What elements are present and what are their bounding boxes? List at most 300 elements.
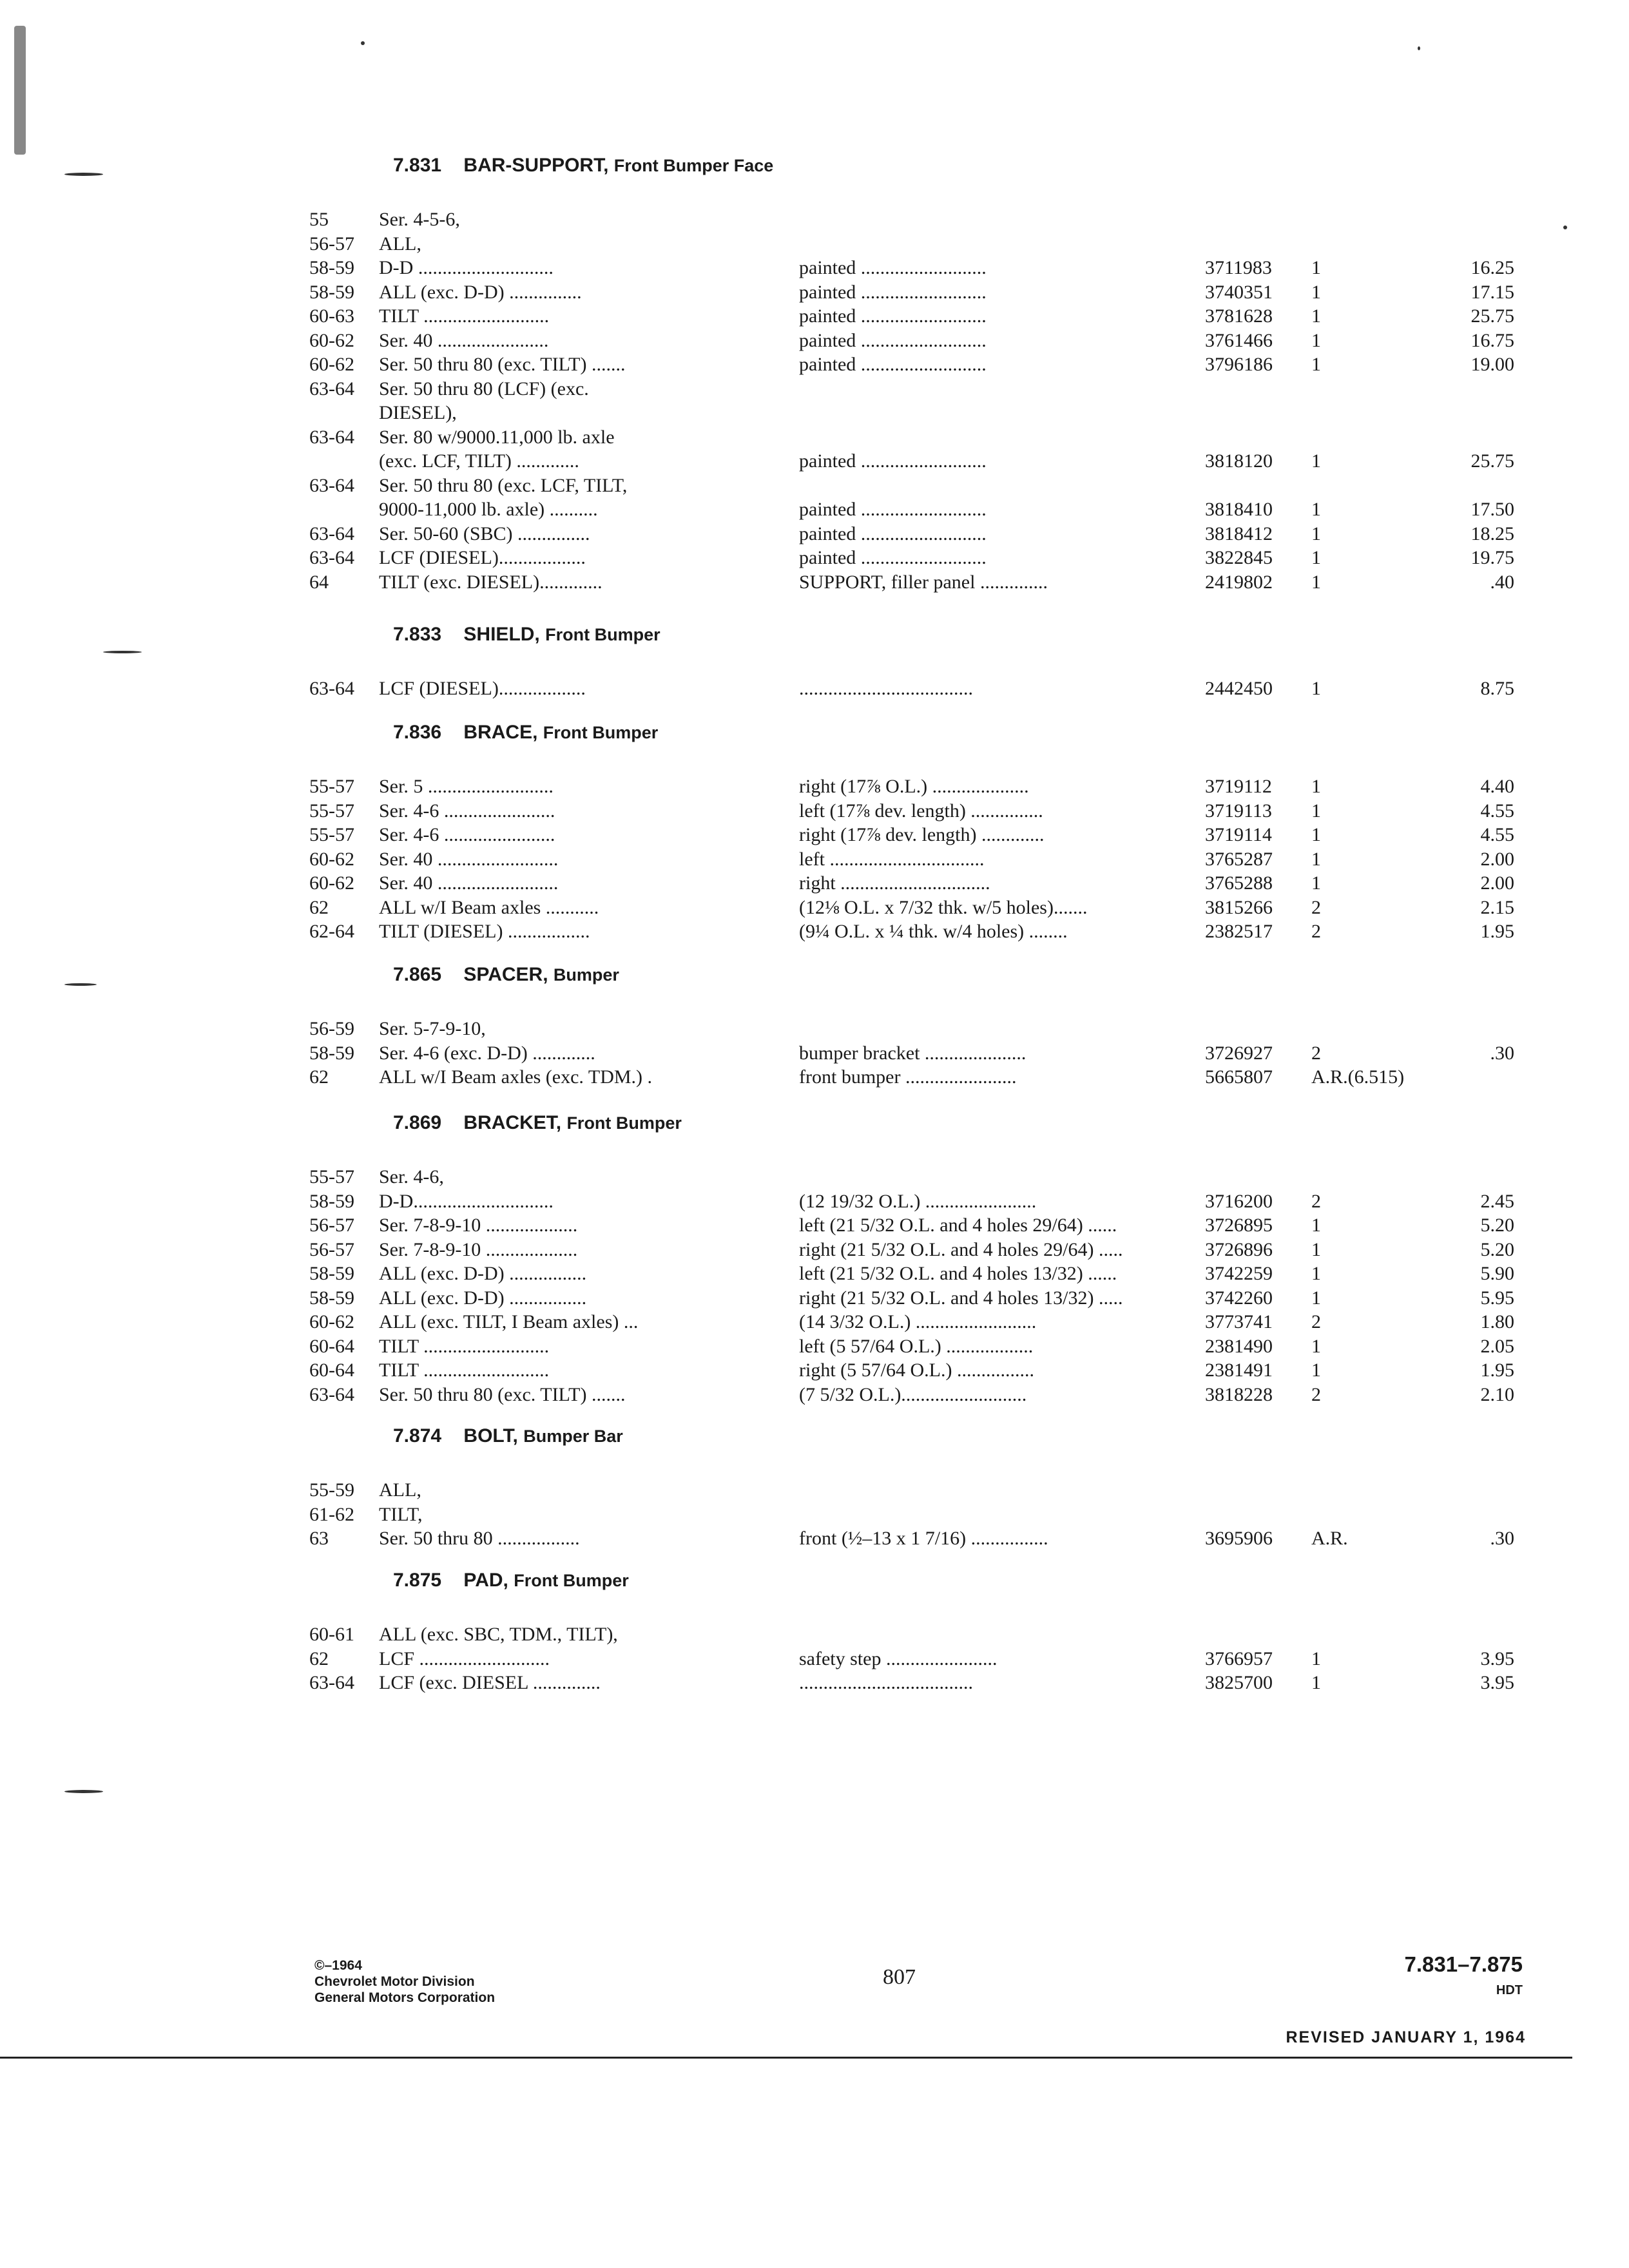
years-cell: 62-64 — [309, 921, 354, 942]
application-cell: ALL (exc. SBC, TDM., TILT), — [379, 1624, 618, 1645]
description-cell: left (5 57/64 O.L.) .................. — [799, 1335, 1034, 1357]
years-cell: 60-62 — [309, 872, 354, 894]
table-row — [296, 1648, 1521, 1673]
description-cell: right (21 5/32 O.L. and 4 holes 29/64) ..... — [799, 1238, 1123, 1260]
section-heading — [393, 1425, 623, 1447]
application-cell: Ser. 80 w/9000.11,000 lb. axle — [379, 426, 615, 448]
section-heading — [393, 624, 660, 646]
table-row — [296, 1066, 1521, 1091]
page-number: 807 — [883, 1965, 916, 1989]
table-row — [296, 1384, 1521, 1408]
quantity-cell: A.R.(6.515) — [1311, 1066, 1405, 1088]
application-cell: Ser. 40 ....................... — [379, 329, 549, 351]
description-cell: painted .......................... — [799, 281, 987, 303]
part-number-cell: 3740351 — [1205, 281, 1273, 303]
application-cell: TILT (exc. DIESEL)............. — [379, 571, 602, 593]
price-cell: 16.25 — [1470, 257, 1514, 278]
parts-table — [296, 209, 1521, 595]
application-cell: Ser. 4-6, — [379, 1166, 444, 1187]
application-cell: ALL w/I Beam axles (exc. TDM.) . — [379, 1066, 653, 1088]
part-number-cell: 3825700 — [1205, 1672, 1273, 1693]
table-row — [296, 849, 1521, 873]
parts-table — [296, 1624, 1521, 1696]
price-cell: 2.15 — [1480, 896, 1514, 918]
footer-rule — [0, 2057, 1572, 2059]
years-cell: 63 — [309, 1528, 329, 1549]
quantity-cell: 1 — [1311, 499, 1321, 520]
price-cell: 4.40 — [1480, 776, 1514, 797]
years-cell: 56-57 — [309, 1215, 354, 1236]
part-number-cell: 3765287 — [1205, 848, 1273, 870]
table-row — [296, 872, 1521, 897]
quantity-cell: 1 — [1311, 354, 1321, 375]
description-cell: bumper bracket ..................... — [799, 1042, 1027, 1064]
table-row — [296, 233, 1521, 258]
description-cell: SUPPORT, filler panel .............. — [799, 571, 1048, 593]
table-row — [296, 1311, 1521, 1336]
price-cell: 5.90 — [1480, 1263, 1514, 1284]
price-cell: 3.95 — [1480, 1648, 1514, 1669]
table-row — [296, 257, 1521, 282]
part-number-cell: 2381491 — [1205, 1360, 1273, 1381]
application-cell: Ser. 40 ......................... — [379, 848, 559, 870]
price-cell: .30 — [1490, 1528, 1514, 1549]
description-cell: (12 19/32 O.L.) ....................... — [799, 1190, 1037, 1212]
price-cell: .30 — [1490, 1042, 1514, 1064]
part-number-cell: 3726895 — [1205, 1215, 1273, 1236]
section-number: 7.875 — [393, 1570, 442, 1591]
price-cell: 16.75 — [1470, 329, 1514, 351]
description-cell: left ................................ — [799, 848, 985, 870]
description-cell: (7 5/32 O.L.).......................... — [799, 1383, 1027, 1405]
section-range: 7.831–7.875 — [1404, 1952, 1523, 1976]
price-cell: 1.95 — [1480, 921, 1514, 942]
table-row — [296, 1479, 1521, 1504]
quantity-cell: 1 — [1311, 257, 1321, 278]
price-cell: 4.55 — [1480, 800, 1514, 822]
section-subtitle: Front Bumper — [545, 625, 660, 644]
description-cell: front (½–13 x 1 7/16) ................ — [799, 1528, 1048, 1549]
part-number-cell: 3726896 — [1205, 1238, 1273, 1260]
application-cell: Ser. 4-6 ....................... — [379, 824, 555, 845]
section-subtitle: Bumper Bar — [523, 1427, 623, 1446]
years-cell: 55-57 — [309, 776, 354, 797]
section-title: BRACKET, — [463, 1112, 562, 1133]
application-cell: Ser. 7-8-9-10 ................... — [379, 1238, 578, 1260]
years-cell: 62 — [309, 1066, 329, 1088]
quantity-cell: 2 — [1311, 1042, 1321, 1064]
section-subtitle: Front Bumper — [566, 1113, 682, 1133]
application-cell: Ser. 7-8-9-10 ................... — [379, 1215, 578, 1236]
application-cell: Ser. 50-60 (SBC) ............... — [379, 523, 590, 544]
scan-speck — [64, 983, 97, 986]
part-number-cell: 3719112 — [1205, 776, 1272, 797]
application-cell: ALL, — [379, 233, 421, 255]
years-cell: 58-59 — [309, 1263, 354, 1284]
section-title: PAD, — [463, 1570, 508, 1591]
part-number-cell: 2382517 — [1205, 921, 1273, 942]
copyright-line: ©–1964 — [314, 1958, 362, 1973]
application-cell: Ser. 50 thru 80 (exc. TILT) ....... — [379, 354, 626, 375]
years-cell: 63-64 — [309, 547, 354, 568]
application-cell: TILT .......................... — [379, 1335, 550, 1357]
price-cell: 4.55 — [1480, 824, 1514, 845]
table-row — [296, 1336, 1521, 1360]
description-cell: left (21 5/32 O.L. and 4 holes 29/64) ...... — [799, 1215, 1117, 1236]
part-number-cell: 2442450 — [1205, 678, 1273, 699]
application-cell: TILT, — [379, 1503, 423, 1525]
part-number-cell: 3818410 — [1205, 499, 1273, 520]
description-cell: right (21 5/32 O.L. and 4 holes 13/32) ..... — [799, 1287, 1123, 1309]
quantity-cell: 1 — [1311, 1287, 1321, 1309]
application-cell: TILT (DIESEL) ................. — [379, 921, 590, 942]
price-cell: 17.15 — [1470, 281, 1514, 303]
years-cell: 56-59 — [309, 1018, 354, 1039]
price-cell: 18.25 — [1470, 523, 1514, 544]
parts-table — [296, 1166, 1521, 1408]
application-cell: Ser. 4-6 (exc. D-D) ............. — [379, 1042, 595, 1064]
scan-speck — [103, 651, 142, 653]
part-number-cell: 3726927 — [1205, 1042, 1273, 1064]
quantity-cell: 2 — [1311, 921, 1321, 942]
application-cell: Ser. 5 .......................... — [379, 776, 554, 797]
price-cell: 2.45 — [1480, 1190, 1514, 1212]
years-cell: 63-64 — [309, 523, 354, 544]
description-cell: painted .......................... — [799, 257, 987, 278]
years-cell: 63-64 — [309, 678, 354, 699]
section-number: 7.869 — [393, 1112, 442, 1133]
table-row — [296, 330, 1521, 354]
quantity-cell: 1 — [1311, 571, 1321, 593]
application-cell: TILT .......................... — [379, 1360, 550, 1381]
quantity-cell: 1 — [1311, 547, 1321, 568]
description-cell: painted .......................... — [799, 450, 987, 472]
years-cell: 58-59 — [309, 281, 354, 303]
quantity-cell: 1 — [1311, 1672, 1321, 1693]
application-cell: Ser. 4-6 ....................... — [379, 800, 555, 822]
application-cell: ALL, — [379, 1479, 421, 1501]
years-cell: 55-57 — [309, 824, 354, 845]
price-cell: 2.00 — [1480, 872, 1514, 894]
years-cell: 55 — [309, 209, 329, 230]
part-number-cell: 3711983 — [1205, 257, 1272, 278]
quantity-cell: 1 — [1311, 1360, 1321, 1381]
years-cell: 63-64 — [309, 1672, 354, 1693]
years-cell: 55-57 — [309, 800, 354, 822]
part-number-cell: 3742260 — [1205, 1287, 1273, 1309]
table-row — [296, 921, 1521, 945]
table-row — [296, 1263, 1521, 1287]
section-range-sub: HDT — [1496, 1983, 1523, 1997]
years-cell: 60-61 — [309, 1624, 354, 1645]
quantity-cell: 1 — [1311, 329, 1321, 351]
part-number-cell: 3742259 — [1205, 1263, 1273, 1284]
table-row — [296, 475, 1521, 499]
price-cell: 19.00 — [1470, 354, 1514, 375]
parts-table — [296, 1018, 1521, 1091]
quantity-cell: 1 — [1311, 1263, 1321, 1284]
part-number-cell: 3818412 — [1205, 523, 1273, 544]
table-row — [296, 354, 1521, 378]
table-row — [296, 1018, 1521, 1043]
section-title: SPACER, — [463, 964, 548, 985]
table-row — [296, 572, 1521, 596]
application-cell: ALL (exc. D-D) ................ — [379, 1287, 587, 1309]
application-cell: LCF ........................... — [379, 1648, 550, 1669]
table-row — [296, 897, 1521, 921]
table-row — [296, 678, 1521, 702]
scan-speck — [64, 173, 103, 176]
table-row — [296, 450, 1521, 475]
description-cell: .................................... — [799, 678, 973, 699]
years-cell: 60-62 — [309, 1311, 354, 1332]
description-cell: right (17⅞ dev. length) ............. — [799, 824, 1045, 845]
part-number-cell: 3761466 — [1205, 329, 1273, 351]
description-cell: right (5 57/64 O.L.) ................ — [799, 1360, 1034, 1381]
price-cell: 25.75 — [1470, 305, 1514, 327]
part-number-cell: 2381490 — [1205, 1335, 1273, 1357]
table-row — [296, 1166, 1521, 1191]
part-number-cell: 3773741 — [1205, 1311, 1273, 1332]
application-cell: TILT .......................... — [379, 305, 550, 327]
section-heading — [393, 964, 619, 986]
description-cell: painted .......................... — [799, 547, 987, 568]
application-cell: ALL w/I Beam axles ........... — [379, 896, 599, 918]
price-cell: 2.00 — [1480, 848, 1514, 870]
quantity-cell: 1 — [1311, 1215, 1321, 1236]
description-cell: painted .......................... — [799, 305, 987, 327]
section-number: 7.865 — [393, 964, 442, 985]
application-cell: Ser. 50 thru 80 (exc. TILT) ....... — [379, 1383, 626, 1405]
quantity-cell: 1 — [1311, 1335, 1321, 1357]
price-cell: .40 — [1490, 571, 1514, 593]
quantity-cell: 1 — [1311, 872, 1321, 894]
price-cell: 25.75 — [1470, 450, 1514, 472]
description-cell: painted .......................... — [799, 523, 987, 544]
scan-speck — [1563, 226, 1567, 229]
table-row — [296, 1239, 1521, 1264]
section-heading — [393, 722, 658, 744]
part-number-cell: 3781628 — [1205, 305, 1273, 327]
section-title: BOLT, — [463, 1425, 518, 1446]
parts-table — [296, 678, 1521, 702]
price-cell: 8.75 — [1480, 678, 1514, 699]
description-cell: right (17⅞ O.L.) .................... — [799, 776, 1029, 797]
application-cell: LCF (DIESEL).................. — [379, 547, 586, 568]
table-row — [296, 499, 1521, 523]
table-row — [296, 1624, 1521, 1648]
parts-table — [296, 1479, 1521, 1552]
years-cell: 60-62 — [309, 329, 354, 351]
quantity-cell: 1 — [1311, 800, 1321, 822]
part-number-cell: 3796186 — [1205, 354, 1273, 375]
quantity-cell: 1 — [1311, 523, 1321, 544]
price-cell: 17.50 — [1470, 499, 1514, 520]
years-cell: 58-59 — [309, 1287, 354, 1309]
section-heading — [393, 1112, 682, 1134]
description-cell: left (21 5/32 O.L. and 4 holes 13/32) ...... — [799, 1263, 1117, 1284]
quantity-cell: 2 — [1311, 896, 1321, 918]
years-cell: 63-64 — [309, 474, 354, 496]
table-row — [296, 402, 1521, 427]
price-cell: 1.80 — [1480, 1311, 1514, 1332]
years-cell: 60-63 — [309, 305, 354, 327]
table-row — [296, 1043, 1521, 1067]
application-cell: Ser. 5-7-9-10, — [379, 1018, 486, 1039]
application-cell: ALL (exc. D-D) ............... — [379, 281, 582, 303]
part-number-cell: 5665807 — [1205, 1066, 1273, 1088]
years-cell: 60-64 — [309, 1360, 354, 1381]
application-cell: LCF (exc. DIESEL .............. — [379, 1672, 601, 1693]
table-row — [296, 282, 1521, 306]
section-title: BRACE, — [463, 722, 538, 743]
years-cell: 64 — [309, 571, 329, 593]
quantity-cell: 1 — [1311, 776, 1321, 797]
section-number: 7.831 — [393, 155, 442, 176]
quantity-cell: A.R. — [1311, 1528, 1348, 1549]
quantity-cell: 2 — [1311, 1383, 1321, 1405]
scan-speck — [14, 26, 26, 155]
section-number: 7.874 — [393, 1425, 442, 1446]
price-cell: 2.10 — [1480, 1383, 1514, 1405]
scan-speck — [64, 1790, 103, 1793]
table-row — [296, 1504, 1521, 1528]
table-row — [296, 209, 1521, 233]
years-cell: 56-57 — [309, 1238, 354, 1260]
table-row — [296, 305, 1521, 330]
quantity-cell: 2 — [1311, 1311, 1321, 1332]
description-cell: painted .......................... — [799, 499, 987, 520]
years-cell: 55-57 — [309, 1166, 354, 1187]
division-line: Chevrolet Motor Division — [314, 1974, 475, 1989]
quantity-cell: 1 — [1311, 450, 1321, 472]
part-number-cell: 3719114 — [1205, 824, 1272, 845]
part-number-cell: 3818228 — [1205, 1383, 1273, 1405]
description-cell: (14 3/32 O.L.) ......................... — [799, 1311, 1037, 1332]
section-title: SHIELD, — [463, 624, 540, 645]
application-cell: Ser. 4-5-6, — [379, 209, 460, 230]
table-row — [296, 800, 1521, 825]
table-row — [296, 1528, 1521, 1552]
scan-speck — [1418, 46, 1420, 50]
part-number-cell: 2419802 — [1205, 571, 1273, 593]
years-cell: 62 — [309, 896, 329, 918]
description-cell: front bumper ....................... — [799, 1066, 1017, 1088]
table-row — [296, 776, 1521, 800]
part-number-cell: 3765288 — [1205, 872, 1273, 894]
years-cell: 63-64 — [309, 1383, 354, 1405]
corporation-line: General Motors Corporation — [314, 1990, 496, 2005]
years-cell: 58-59 — [309, 1042, 354, 1064]
table-row — [296, 1672, 1521, 1696]
section-subtitle: Front Bumper — [514, 1571, 629, 1590]
application-cell: D-D............................. — [379, 1190, 554, 1212]
application-cell: 9000-11,000 lb. axle) .......... — [379, 499, 598, 520]
years-cell: 63-64 — [309, 426, 354, 448]
footer-publisher — [314, 1957, 495, 2006]
quantity-cell: 2 — [1311, 1190, 1321, 1212]
application-cell: Ser. 40 ......................... — [379, 872, 559, 894]
section-subtitle: Front Bumper — [543, 723, 659, 742]
description-cell: .................................... — [799, 1672, 973, 1693]
section-heading — [393, 1570, 629, 1591]
quantity-cell: 1 — [1311, 305, 1321, 327]
table-row — [296, 427, 1521, 451]
description-cell: right ............................... — [799, 872, 990, 894]
table-row — [296, 1287, 1521, 1312]
description-cell: left (17⅞ dev. length) ............... — [799, 800, 1043, 822]
price-cell: 5.20 — [1480, 1215, 1514, 1236]
section-subtitle: Bumper — [553, 965, 619, 985]
scan-speck — [361, 41, 365, 45]
description-cell: painted .......................... — [799, 329, 987, 351]
application-cell: D-D ............................ — [379, 257, 554, 278]
application-cell: DIESEL), — [379, 402, 457, 423]
years-cell: 62 — [309, 1648, 329, 1669]
description-cell: (9¼ O.L. x ¼ thk. w/4 holes) ........ — [799, 921, 1068, 942]
quantity-cell: 1 — [1311, 848, 1321, 870]
section-number: 7.836 — [393, 722, 442, 743]
years-cell: 55-59 — [309, 1479, 354, 1501]
quantity-cell: 1 — [1311, 281, 1321, 303]
table-row — [296, 547, 1521, 572]
price-cell: 19.75 — [1470, 547, 1514, 568]
years-cell: 60-64 — [309, 1335, 354, 1357]
application-cell: Ser. 50 thru 80 (exc. LCF, TILT, — [379, 474, 628, 496]
years-cell: 56-57 — [309, 233, 354, 255]
application-cell: (exc. LCF, TILT) ............. — [379, 450, 579, 472]
section-title: BAR-SUPPORT, — [463, 155, 609, 176]
price-cell: 3.95 — [1480, 1672, 1514, 1693]
quantity-cell: 1 — [1311, 678, 1321, 699]
table-row — [296, 1360, 1521, 1384]
quantity-cell: 1 — [1311, 1238, 1321, 1260]
revised-date: REVISED JANUARY 1, 1964 — [1286, 2028, 1526, 2046]
part-number-cell: 3716200 — [1205, 1190, 1273, 1212]
price-cell: 2.05 — [1480, 1335, 1514, 1357]
table-row — [296, 824, 1521, 849]
description-cell: (12⅛ O.L. x 7/32 thk. w/5 holes)....... — [799, 896, 1088, 918]
application-cell: Ser. 50 thru 80 ................. — [379, 1528, 580, 1549]
table-row — [296, 523, 1521, 548]
years-cell: 60-62 — [309, 354, 354, 375]
table-row — [296, 378, 1521, 403]
price-cell: 1.95 — [1480, 1360, 1514, 1381]
description-cell: safety step ....................... — [799, 1648, 998, 1669]
quantity-cell: 1 — [1311, 1648, 1321, 1669]
section-subtitle: Front Bumper Face — [613, 156, 774, 175]
part-number-cell: 3766957 — [1205, 1648, 1273, 1669]
part-number-cell: 3719113 — [1205, 800, 1272, 822]
description-cell: painted .......................... — [799, 354, 987, 375]
application-cell: ALL (exc. D-D) ................ — [379, 1263, 587, 1284]
application-cell: Ser. 50 thru 80 (LCF) (exc. — [379, 378, 589, 399]
years-cell: 58-59 — [309, 1190, 354, 1212]
years-cell: 60-62 — [309, 848, 354, 870]
years-cell: 61-62 — [309, 1503, 354, 1525]
price-cell: 5.95 — [1480, 1287, 1514, 1309]
part-number-cell: 3818120 — [1205, 450, 1273, 472]
table-row — [296, 1191, 1521, 1215]
application-cell: LCF (DIESEL).................. — [379, 678, 586, 699]
part-number-cell: 3822845 — [1205, 547, 1273, 568]
parts-table — [296, 776, 1521, 945]
years-cell: 63-64 — [309, 378, 354, 399]
section-number: 7.833 — [393, 624, 442, 645]
quantity-cell: 1 — [1311, 824, 1321, 845]
section-heading — [393, 155, 773, 177]
table-row — [296, 1215, 1521, 1239]
